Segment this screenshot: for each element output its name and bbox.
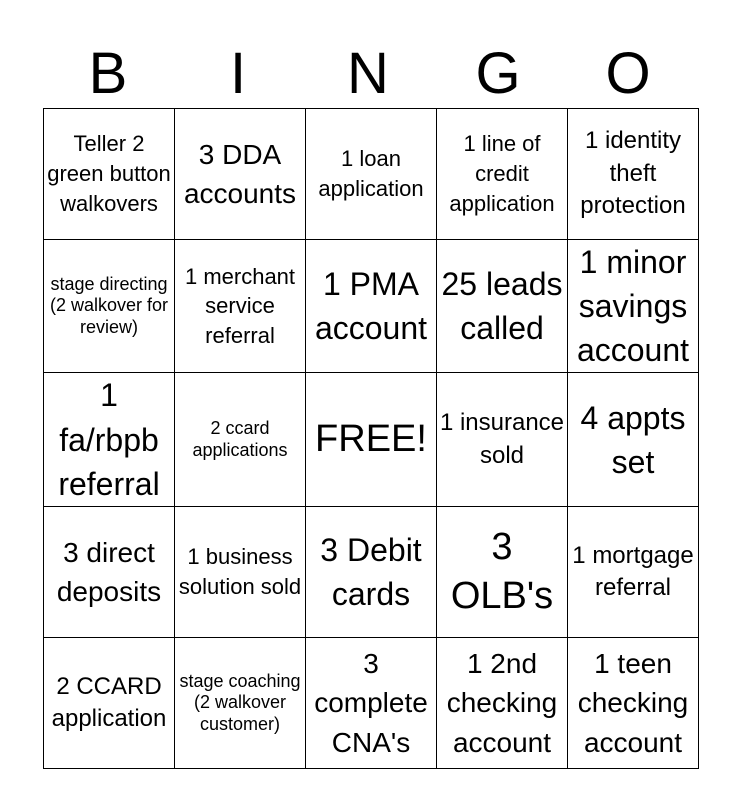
bingo-cell[interactable]: [568, 240, 699, 373]
bingo-cell[interactable]: [568, 637, 699, 768]
header-letter-g: G: [475, 41, 521, 106]
cell-text: 1 fa/rbpb referral: [58, 377, 160, 502]
board-row: [44, 637, 699, 768]
cell-text: 1 2nd checking account: [446, 648, 558, 758]
free-space-text: FREE!: [315, 418, 427, 460]
header-letter-n: N: [347, 41, 389, 106]
cell-text: 3 complete CNA's: [314, 648, 428, 758]
bingo-cell[interactable]: [175, 506, 306, 637]
bingo-cell[interactable]: [44, 373, 175, 506]
cell-text: 1 merchant service referral: [184, 263, 296, 349]
bingo-cell[interactable]: [437, 109, 568, 240]
cell-text: 3 DDA accounts: [183, 138, 297, 209]
bingo-cell[interactable]: [306, 637, 437, 768]
bingo-cell[interactable]: [175, 373, 306, 506]
cell-text: 1 identity theft protection: [580, 127, 686, 220]
cell-text: 1 mortgage referral: [572, 541, 694, 601]
cell-text: 1 line of credit application: [449, 131, 555, 216]
bingo-cell[interactable]: [175, 109, 306, 240]
free-space-cell[interactable]: [306, 373, 437, 506]
board-row: [44, 373, 699, 506]
bingo-cell[interactable]: [44, 637, 175, 768]
cell-text: 1 loan application: [318, 146, 424, 201]
board-row: [44, 506, 699, 637]
bingo-cell[interactable]: [175, 240, 306, 373]
cell-text: 1 business solution sold: [178, 544, 302, 599]
bingo-cell[interactable]: [568, 506, 699, 637]
header-letter-b: B: [88, 41, 128, 106]
bingo-cell[interactable]: [175, 637, 306, 768]
header-letter-o: O: [605, 41, 651, 106]
bingo-cell[interactable]: [437, 506, 568, 637]
cell-text: 3 OLB's: [450, 525, 554, 617]
cell-text: 2 CCARD application: [51, 672, 167, 732]
board-row: [44, 240, 699, 373]
bingo-cell[interactable]: [568, 109, 699, 240]
bingo-cell[interactable]: [437, 373, 568, 506]
cell-text: 1 teen checking account: [577, 648, 689, 758]
bingo-cell[interactable]: [306, 109, 437, 240]
cell-text: stage coaching (2 walkover customer): [179, 670, 301, 734]
cell-text: 3 direct deposits: [56, 536, 162, 607]
cell-text: stage directing (2 walkover for review): [49, 273, 169, 338]
bingo-header: [43, 40, 693, 108]
bingo-cell[interactable]: [437, 240, 568, 373]
bingo-cell[interactable]: [437, 637, 568, 768]
cell-text: 3 Debit cards: [320, 531, 422, 612]
bingo-cell[interactable]: [44, 109, 175, 240]
board-row: [44, 109, 699, 240]
cell-text: 1 insurance sold: [439, 409, 565, 469]
cell-text: 4 appts set: [580, 399, 686, 480]
cell-text: 1 minor savings account: [576, 244, 690, 369]
bingo-cell[interactable]: [306, 506, 437, 637]
bingo-cell[interactable]: [568, 373, 699, 506]
bingo-cell[interactable]: [306, 240, 437, 373]
cell-text: 25 leads called: [441, 266, 563, 347]
bingo-board: [43, 108, 699, 769]
header-letter-i: I: [229, 41, 247, 106]
bingo-cell[interactable]: [44, 506, 175, 637]
cell-text: 1 PMA account: [314, 266, 428, 347]
bingo-cell[interactable]: [44, 240, 175, 373]
cell-text: Teller 2 green button walkovers: [47, 131, 171, 216]
cell-text: 2 ccard applications: [192, 418, 288, 460]
